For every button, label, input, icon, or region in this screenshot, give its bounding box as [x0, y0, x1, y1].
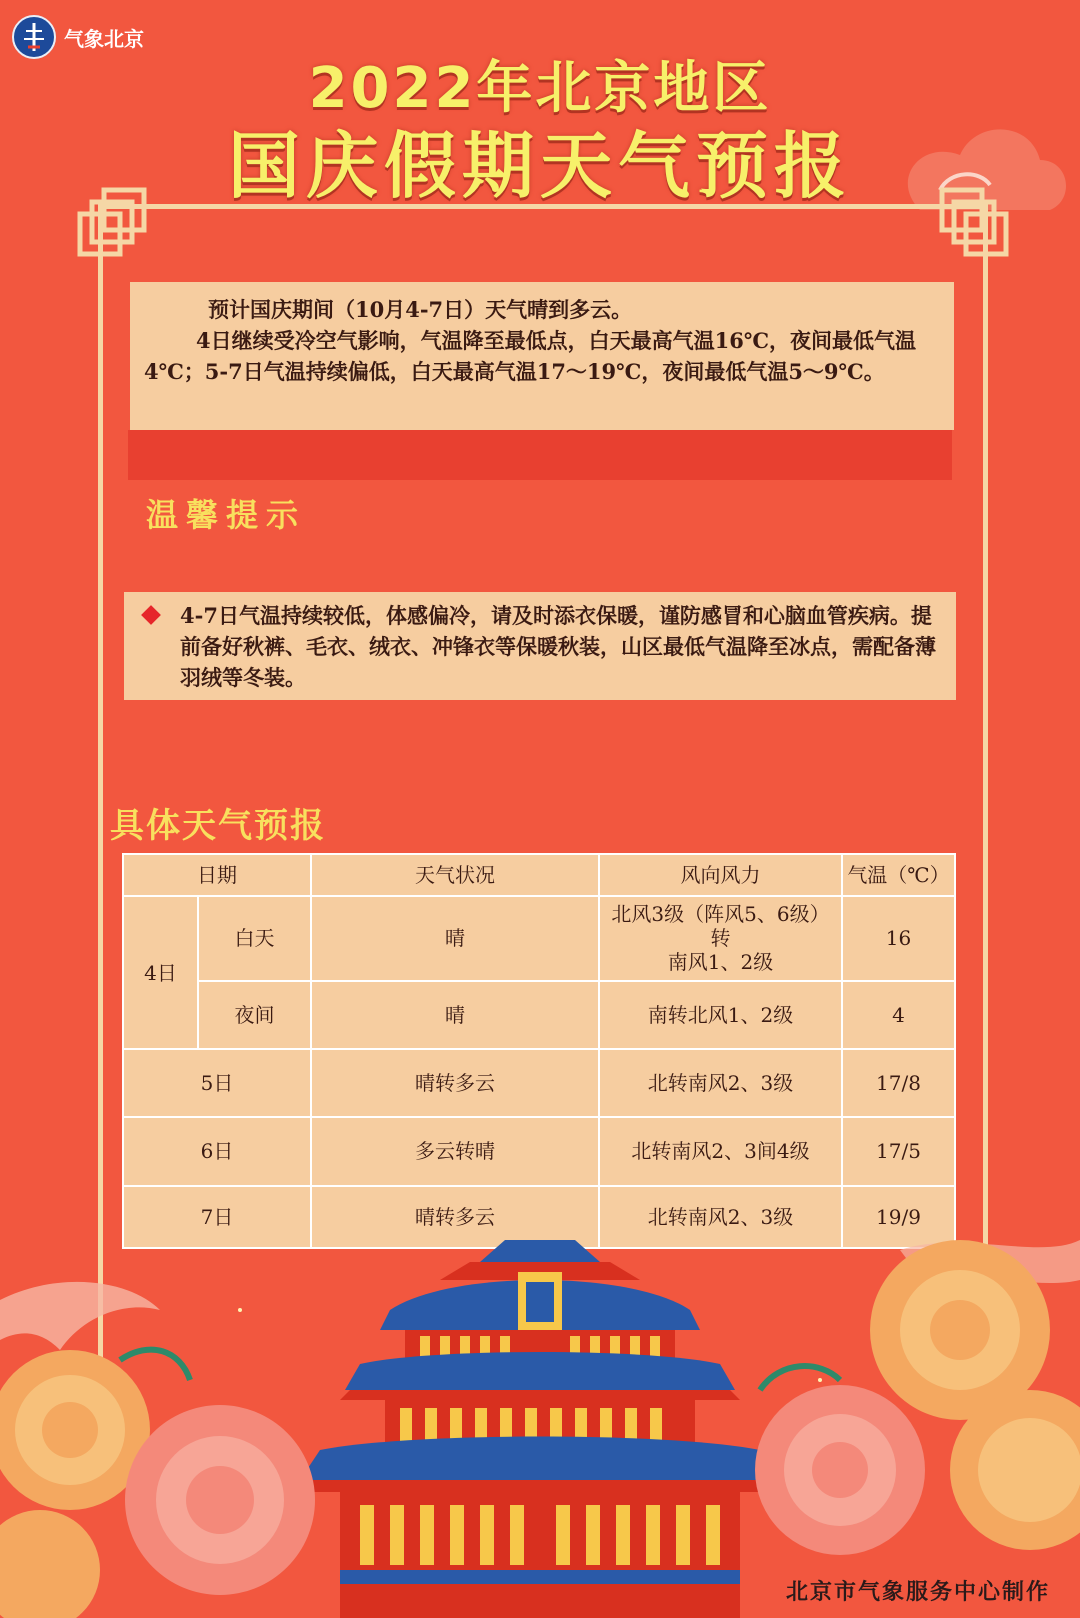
table-header-row — [123, 854, 955, 896]
column-header-date: 日期 — [123, 854, 311, 896]
tips-text: 4-7日气温持续较低，体感偏冷，请及时添衣保暖，谨防感冒和心脑血管疾病。提前备好秋裤、毛衣、绒衣、冲锋衣等保暖秋装，山区最低气温降至冰点，需配备薄羽绒等冬装。 — [180, 603, 936, 690]
temple-of-heaven-illustration — [0, 1240, 1080, 1618]
weather-cell: 晴转多云 — [311, 1186, 599, 1248]
wind-cell: 北转南风2、3级 — [599, 1049, 842, 1117]
tips-heading: 温馨提示 — [146, 496, 307, 534]
wind-cell — [599, 896, 842, 980]
wind-line: 转 — [710, 926, 731, 951]
date-cell: 5日 — [123, 1049, 311, 1117]
title-main: 国庆假期天气预报 — [227, 124, 852, 208]
brand-name: 气象北京 — [64, 26, 144, 51]
temperature-cell: 19/9 — [842, 1186, 955, 1248]
forecast-table — [122, 853, 956, 1249]
period-cell: 夜间 — [198, 981, 311, 1049]
wind-cell: 北转南风2、3级 — [599, 1186, 842, 1248]
weather-cell: 晴转多云 — [311, 1049, 599, 1117]
forecast-heading: 具体天气预报 — [110, 806, 326, 846]
intro-detail: 4日继续受冷空气影响，气温降至最低点，白天最高气温16℃，夜间最低气温4℃；5-7日气温持续偏低，白天最高气温17～19℃，夜间最低气温5～9℃。 — [144, 328, 916, 384]
date-cell: 4日 — [123, 896, 198, 1049]
date-cell: 7日 — [123, 1186, 311, 1248]
footer-credit: 北京市气象服务中心制作 — [785, 1580, 1050, 1605]
wind-line: 南风1、2级 — [667, 950, 774, 975]
intro-panel-shadow — [128, 430, 952, 480]
column-header-weather: 天气状况 — [311, 854, 599, 896]
table-row — [123, 896, 955, 980]
column-header-wind: 风向风力 — [599, 854, 842, 896]
table-row — [123, 1117, 955, 1185]
table-row — [123, 1186, 955, 1248]
date-cell: 6日 — [123, 1117, 311, 1185]
temperature-cell: 17/5 — [842, 1117, 955, 1185]
tips-panel — [124, 592, 956, 700]
weather-cell: 晴 — [311, 896, 599, 980]
diamond-bullet-icon — [141, 605, 161, 625]
column-header-temperature: 气温（℃） — [842, 854, 955, 896]
frame-left-line — [98, 204, 103, 1384]
wind-cell: 北转南风2、3间4级 — [599, 1117, 842, 1185]
temperature-cell: 4 — [842, 981, 955, 1049]
table-row — [123, 981, 955, 1049]
weather-cell: 晴 — [311, 981, 599, 1049]
intro-summary: 预计国庆期间（10月4-7日）天气晴到多云。 — [208, 297, 633, 322]
title-year: 2022年北京地区 — [308, 56, 772, 121]
period-cell: 白天 — [198, 896, 311, 980]
frame-right-line — [983, 204, 988, 1384]
table-row — [123, 1049, 955, 1117]
temperature-cell: 17/8 — [842, 1049, 955, 1117]
wind-cell: 南转北风1、2级 — [599, 981, 842, 1049]
temperature-cell: 16 — [842, 896, 955, 980]
weather-cell: 多云转晴 — [311, 1117, 599, 1185]
wind-line: 北风3级（阵风5、6级） — [611, 902, 830, 927]
intro-panel — [130, 282, 954, 430]
